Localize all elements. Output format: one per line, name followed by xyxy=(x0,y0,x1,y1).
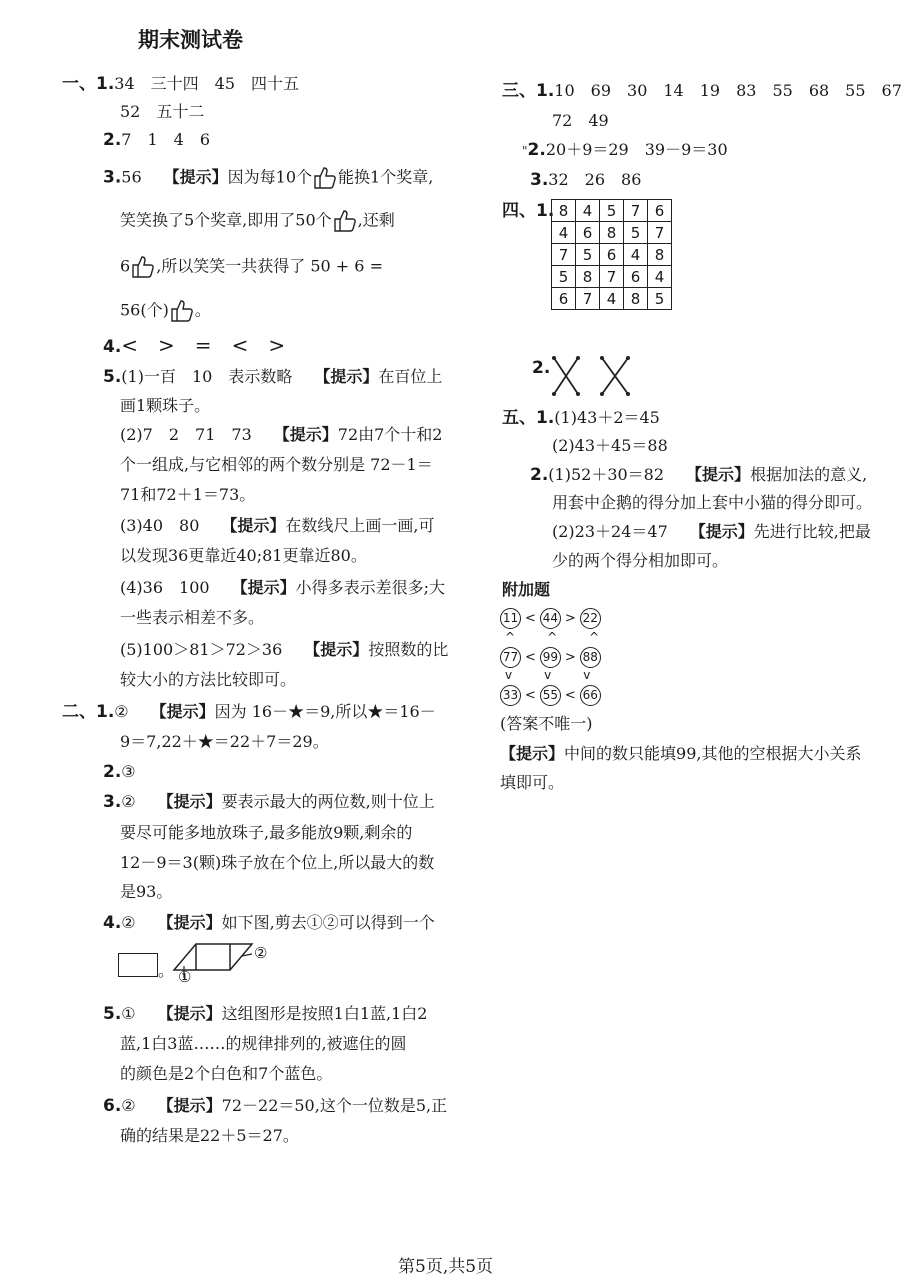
extra-row-1: 11 < 44 > 22 xyxy=(500,607,601,629)
section-1-q3-line3: 6 ,所以笑笑一共获得了 50 + 6 = xyxy=(120,254,383,280)
section-1-q5-p2-line2: 个一组成,与它相邻的两个数分别是 72－1＝ xyxy=(120,455,433,474)
grid-cell: 7 xyxy=(624,200,648,222)
section-2-q6-line2: 确的结果是22＋5＝27。 xyxy=(120,1126,299,1145)
grid-cell: 4 xyxy=(600,288,624,310)
grid-cell: 8 xyxy=(624,288,648,310)
grid-cell: 8 xyxy=(600,222,624,244)
crossed-lines-figure xyxy=(550,354,636,398)
section-2-q5-line1: 5.① 【提示】这组图形是按照1白1蓝,1白2 xyxy=(103,1004,428,1024)
section-2-q5-line3: 的颜色是2个白色和7个蓝色。 xyxy=(120,1064,333,1083)
circled-number: 11 xyxy=(500,608,521,629)
section-1-q5-p5-line2: 较大小的方法比较即可。 xyxy=(120,670,297,689)
circled-number: 44 xyxy=(540,608,561,629)
section-2-q2: 2.③ xyxy=(103,762,136,782)
section-2-q3-line1: 3.② 【提示】要表示最大的两位数,则十位上 xyxy=(103,792,435,812)
section-1-q5-p5-line1: (5)100＞81＞72＞36 【提示】按照数的比 xyxy=(120,640,449,659)
circled-number: 99 xyxy=(540,647,561,668)
section-1-q3-line1: 3.56 【提示】因为每10个 能换1个奖章, xyxy=(103,165,433,191)
thumbs-up-icon xyxy=(332,208,358,234)
grid-cell: 6 xyxy=(552,288,576,310)
section-3-q3: 3.32 26 86 xyxy=(530,170,642,190)
grid-cell: 7 xyxy=(648,222,672,244)
grid-row xyxy=(552,266,672,288)
extra-title: 附加题 xyxy=(502,580,551,599)
thumbs-up-icon xyxy=(312,165,338,191)
section-1-q1-line1: 一、1.34 三十四 45 四十五 xyxy=(62,74,300,94)
thumbs-up-icon xyxy=(130,254,156,280)
mark-1: ① xyxy=(178,968,192,986)
section-5-q2-line2: 用套中企鹅的得分加上套中小猫的得分即可。 xyxy=(552,493,873,512)
section-2-q1-line1: 二、1.② 【提示】因为 16－★＝9,所以★＝16－ xyxy=(62,702,436,722)
section-1-q2: 2.7 1 4 6 xyxy=(103,130,211,150)
section-1-q3-line2: 笑笑换了5个奖章,即用了50个 ,还剩 xyxy=(120,208,395,234)
grid-row xyxy=(552,244,672,266)
section-2-q5-line2: 蓝,1白3蓝……的规律排列的,被遮住的圆 xyxy=(120,1034,407,1053)
grid-cell: 5 xyxy=(648,288,672,310)
section-2-q3-line4: 是93。 xyxy=(120,882,173,901)
extra-note: (答案不唯一) xyxy=(500,714,593,733)
grid-row xyxy=(552,222,672,244)
grid-cell: 7 xyxy=(576,288,600,310)
circled-number: 77 xyxy=(500,647,521,668)
section-3-q1-line2: 72 49 xyxy=(552,111,609,130)
grid-cell: 8 xyxy=(576,266,600,288)
section-2-q6-line1: 6.② 【提示】72－22＝50,这个一位数是5,正 xyxy=(103,1096,448,1116)
page-title: 期末测试卷 xyxy=(138,28,243,52)
section-2-q3-line3: 12－9＝3(颗)珠子放在个位上,所以最大的数 xyxy=(120,853,435,872)
page-footer: 第5页,共5页 xyxy=(398,1257,494,1277)
section-1-q5-p4-line2: 一些表示相差不多。 xyxy=(120,608,265,627)
section-5-q2-line4: 少的两个得分相加即可。 xyxy=(552,551,729,570)
circled-number: 22 xyxy=(580,608,601,629)
section-1-q3-line4: 56(个) 。 xyxy=(120,298,211,324)
section-5-q2-line3: (2)23＋24＝47 【提示】先进行比较,把最 xyxy=(552,522,871,541)
extra-down-arrows: v v v xyxy=(505,668,591,682)
section-1-q5-p3-line2: 以发现36更靠近40;81更靠近80。 xyxy=(120,546,367,565)
number-grid xyxy=(551,199,672,310)
grid-cell: 6 xyxy=(600,244,624,266)
grid-cell: 4 xyxy=(576,200,600,222)
section-1-q5-p4-line1: (4)36 100 【提示】小得多表示差很多;大 xyxy=(120,578,445,597)
section-5-q1-line1: 五、1.(1)43＋2＝45 xyxy=(502,408,660,428)
rectangle-figure xyxy=(118,953,158,977)
grid-cell: 7 xyxy=(552,244,576,266)
grid-row xyxy=(552,200,672,222)
extra-row-3: 33 < 55 < 66 xyxy=(500,684,601,706)
grid-cell: 5 xyxy=(624,222,648,244)
section-1-q1-line2: 52 五十二 xyxy=(120,102,205,121)
section-3-q1-line1: 三、1.10 69 30 14 19 83 55 68 55 67 xyxy=(502,81,902,101)
period-mark: 。 xyxy=(158,961,175,980)
circled-number: 55 xyxy=(540,685,561,706)
section-4-q1-label: 四、1. xyxy=(502,201,555,221)
section-3-q2: "2.20＋9＝29 39－9＝30 xyxy=(522,140,728,160)
extra-tip-line1: 【提示】中间的数只能填99,其他的空根据大小关系 xyxy=(500,744,862,763)
section-1-q4: 4.< > = < > xyxy=(103,333,286,357)
section-2-q4-line1: 4.② 【提示】如下图,剪去①②可以得到一个 xyxy=(103,913,435,933)
circled-number: 66 xyxy=(580,685,601,706)
grid-cell: 4 xyxy=(552,222,576,244)
grid-cell: 8 xyxy=(648,244,672,266)
grid-cell: 5 xyxy=(600,200,624,222)
extra-row-2: 77 < 99 > 88 xyxy=(500,646,601,668)
extra-up-arrows: ^ ^ ^ xyxy=(505,630,600,644)
circled-number: 88 xyxy=(580,647,601,668)
section-1-q5-line2: 画1颗珠子。 xyxy=(120,396,211,415)
grid-cell: 4 xyxy=(648,266,672,288)
grid-cell: 6 xyxy=(648,200,672,222)
extra-tip-line2: 填即可。 xyxy=(500,773,565,792)
grid-row xyxy=(552,288,672,310)
section-1-q5-line1: 5.(1)一百 10 表示数略 【提示】在百位上 xyxy=(103,367,443,387)
section-1-q5-p3-line1: (3)40 80 【提示】在数线尺上画一画,可 xyxy=(120,516,435,535)
grid-cell: 4 xyxy=(624,244,648,266)
section-1-q5-p2-line3: 71和72＋1＝73。 xyxy=(120,485,256,504)
section-4-q2-label: 2. xyxy=(532,358,551,378)
grid-cell: 5 xyxy=(576,244,600,266)
section-5-q2-line1: 2.(1)52＋30＝82 【提示】根据加法的意义, xyxy=(530,465,868,485)
grid-cell: 5 xyxy=(552,266,576,288)
section-1-q5-p2-line1: (2)7 2 71 73 【提示】72由7个十和2 xyxy=(120,425,443,444)
grid-cell: 6 xyxy=(624,266,648,288)
section-2-q1-line2: 9＝7,22＋★＝22＋7＝29。 xyxy=(120,732,329,751)
grid-cell: 8 xyxy=(552,200,576,222)
thumbs-up-icon xyxy=(169,298,195,324)
mark-2: ② xyxy=(254,944,268,962)
section-2-q3-line2: 要尽可能多地放珠子,最多能放9颗,剩余的 xyxy=(120,823,413,842)
section-5-q1-line2: (2)43＋45＝88 xyxy=(552,436,668,455)
grid-cell: 6 xyxy=(576,222,600,244)
circled-number: 33 xyxy=(500,685,521,706)
grid-cell: 7 xyxy=(600,266,624,288)
